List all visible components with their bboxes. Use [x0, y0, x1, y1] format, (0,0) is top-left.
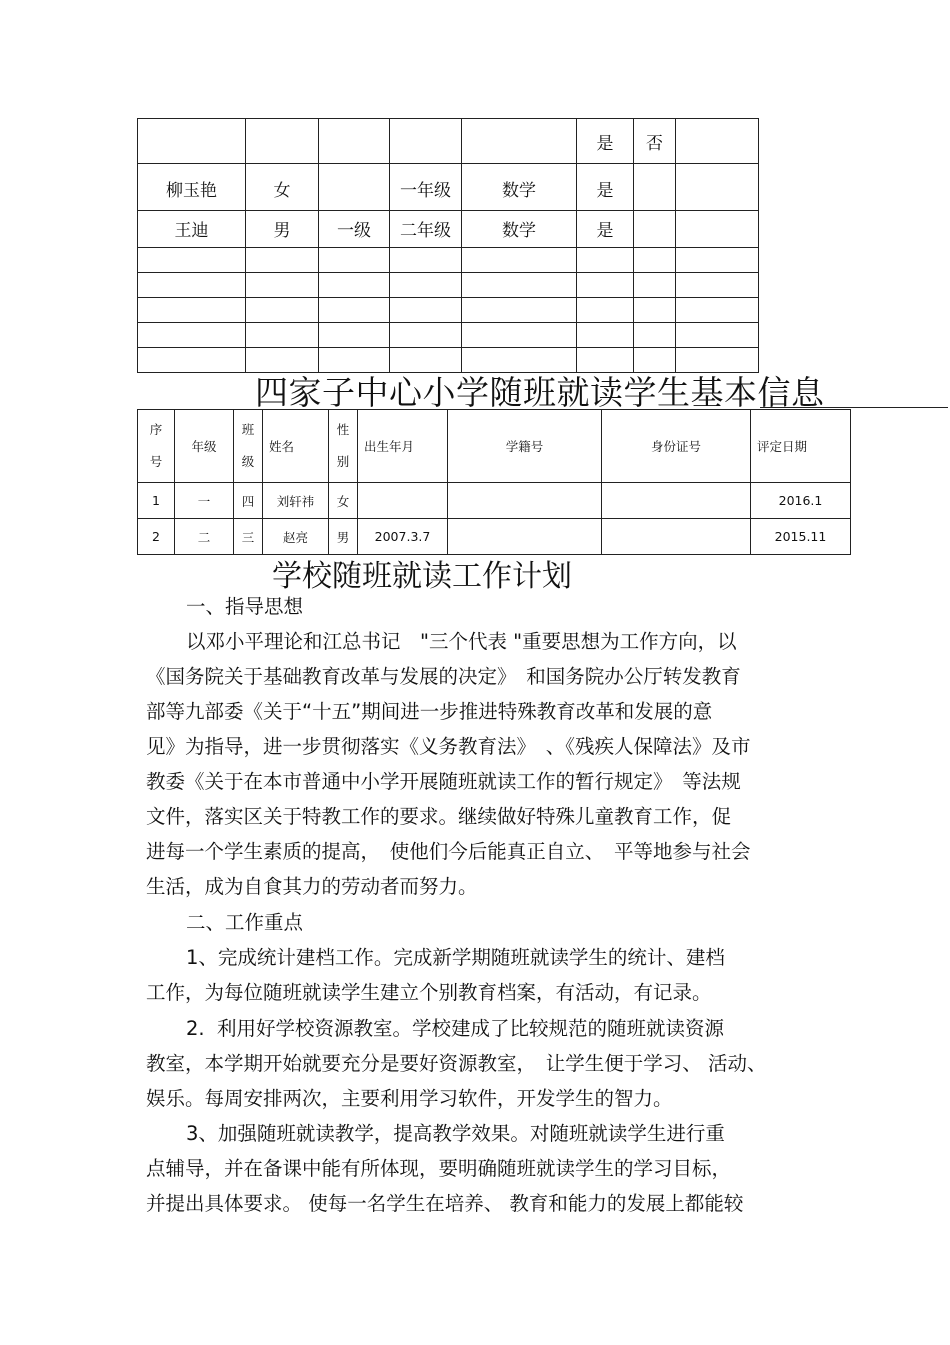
student-info-table [137, 409, 851, 555]
table-row [138, 164, 759, 211]
cell-birth [358, 483, 448, 519]
paragraph-line: 点辅导，并在备课中能有所体现，要明确随班就读学生的学习目标， [146, 1157, 732, 1180]
cell-level: 一级 [319, 211, 390, 248]
header-name: 姓名 [263, 410, 329, 483]
header-class-bottom: 级 [241, 454, 255, 469]
cell [319, 164, 390, 211]
cell [319, 248, 390, 273]
header-class [234, 410, 263, 483]
empty-row [138, 323, 759, 348]
paragraph-line: 进每一个学生素质的提高， 使他们今后能真正自立、 平等地参与社会 [146, 840, 751, 863]
cell [462, 323, 577, 348]
cell [577, 248, 634, 273]
cell-name: 刘轩祎 [263, 483, 329, 519]
header-index-top: 序 [149, 422, 163, 437]
cell [676, 323, 759, 348]
cell [319, 298, 390, 323]
cell [462, 298, 577, 323]
cell-yes: 是 [577, 211, 634, 248]
paragraph-line: 并提出具体要求。 使每一名学生在培养、 教育和能力的发展上都能较 [146, 1192, 744, 1215]
cell-student-id [448, 519, 602, 555]
paragraph-line: 1、完成统计建档工作。完成新学期随班就读学生的统计、建档 [186, 946, 725, 969]
header-index [138, 410, 175, 483]
table-header-row [138, 119, 759, 164]
cell [319, 273, 390, 298]
paragraph-line: 教室，本学期开始就要充分是要好资源教室， 让学生便于学习、 活动、 [146, 1052, 767, 1075]
cell [319, 323, 390, 348]
cell-student-id [448, 483, 602, 519]
header-cell-yes: 是 [577, 119, 634, 164]
cell-gender: 男 [329, 519, 358, 555]
header-cell-no: 否 [634, 119, 676, 164]
cell-index: 1 [138, 483, 175, 519]
section-heading: 二、工作重点 [186, 911, 304, 934]
cell-grade: 二 [175, 519, 234, 555]
section-heading: 一、指导思想 [186, 595, 304, 618]
header-cell [390, 119, 462, 164]
paragraph-line: 工作，为每位随班就读学生建立个别教育档案，有活动，有记录。 [146, 981, 712, 1004]
cell [634, 273, 676, 298]
cell [246, 273, 319, 298]
cell [634, 248, 676, 273]
header-index-bottom: 号 [149, 454, 163, 469]
cell-no [634, 164, 676, 211]
header-class-top: 班 [241, 422, 255, 437]
paragraph-line: 2. 利用好学校资源教室。学校建成了比较规范的随班就读资源 [186, 1017, 725, 1040]
cell [634, 323, 676, 348]
header-cell [462, 119, 577, 164]
cell-assess-date: 2015.11 [751, 519, 851, 555]
cell-subject: 数学 [462, 211, 577, 248]
cell [138, 323, 246, 348]
paragraph-line: 部等九部委《关于“十五”期间进一步推进特殊教育改革和发展的意 [146, 700, 713, 723]
cell-id-card [602, 483, 751, 519]
header-id-card: 身份证号 [602, 410, 751, 483]
cell [246, 298, 319, 323]
paragraph-line: 娱乐。每周安排两次，主要利用学习软件，开发学生的智力。 [146, 1087, 673, 1110]
paragraph-line: 见》为指导，进一步贯彻落实《义务教育法》 、《残疾人保障法》及市 [146, 735, 751, 758]
cell-grade: 一年级 [390, 164, 462, 211]
student-info-title: 四家子中心小学随班就读学生基本信息 [255, 373, 825, 412]
work-plan-title: 学校随班就读工作计划 [272, 559, 572, 594]
header-gender [329, 410, 358, 483]
header-cell [138, 119, 246, 164]
cell [138, 348, 246, 373]
paragraph-line: 教委《关于在本市普通中小学开展随班就读工作的暂行规定》 等法规 [146, 770, 741, 793]
cell [462, 273, 577, 298]
divider-line [760, 407, 948, 408]
paragraph-line: 3、加强随班就读教学，提高教学效果。对随班就读学生进行重 [186, 1122, 725, 1145]
cell [462, 248, 577, 273]
header-gender-bottom: 别 [336, 454, 350, 469]
student-list-table [137, 118, 759, 373]
cell [577, 273, 634, 298]
header-cell [246, 119, 319, 164]
cell [390, 273, 462, 298]
cell [390, 298, 462, 323]
header-birth: 出生年月 [358, 410, 448, 483]
cell-class: 四 [234, 483, 263, 519]
cell-birth: 2007.3.7 [358, 519, 448, 555]
cell-subject: 数学 [462, 164, 577, 211]
cell-grade: 一 [175, 483, 234, 519]
cell-class: 三 [234, 519, 263, 555]
header-grade: 年级 [175, 410, 234, 483]
cell [634, 298, 676, 323]
header-cell [676, 119, 759, 164]
empty-row [138, 273, 759, 298]
cell [246, 248, 319, 273]
cell-no [634, 211, 676, 248]
cell-gender: 女 [246, 164, 319, 211]
cell [676, 211, 759, 248]
empty-row [138, 248, 759, 273]
cell-grade: 二年级 [390, 211, 462, 248]
header-gender-top: 性 [336, 422, 350, 437]
paragraph-line: 文件，落实区关于特教工作的要求。继续做好特殊儿童教育工作，促 [146, 805, 732, 828]
cell-name: 王迪 [138, 211, 246, 248]
cell-id-card [602, 519, 751, 555]
cell [676, 248, 759, 273]
header-assess-date: 评定日期 [751, 410, 851, 483]
cell-gender: 女 [329, 483, 358, 519]
cell [676, 273, 759, 298]
cell [138, 273, 246, 298]
paragraph-line: 以邓小平理论和江总书记 "三个代表 "重要思想为工作方向，以 [186, 630, 737, 653]
header-cell [319, 119, 390, 164]
cell [138, 248, 246, 273]
cell [246, 323, 319, 348]
table-row [138, 483, 851, 519]
cell-name: 柳玉艳 [138, 164, 246, 211]
cell-assess-date: 2016.1 [751, 483, 851, 519]
table-row [138, 211, 759, 248]
cell [390, 248, 462, 273]
cell-name: 赵亮 [263, 519, 329, 555]
table-header-row [138, 410, 851, 483]
cell [138, 298, 246, 323]
header-student-id: 学籍号 [448, 410, 602, 483]
cell [577, 323, 634, 348]
table-row [138, 519, 851, 555]
paragraph-line: 生活，成为自食其力的劳动者而努力。 [146, 875, 478, 898]
cell [390, 323, 462, 348]
cell [676, 298, 759, 323]
paragraph-line: 《国务院关于基础教育改革与发展的决定》 和国务院办公厅转发教育 [146, 665, 741, 688]
cell-index: 2 [138, 519, 175, 555]
cell [676, 164, 759, 211]
empty-row [138, 298, 759, 323]
cell-gender: 男 [246, 211, 319, 248]
cell [577, 298, 634, 323]
cell-yes: 是 [577, 164, 634, 211]
